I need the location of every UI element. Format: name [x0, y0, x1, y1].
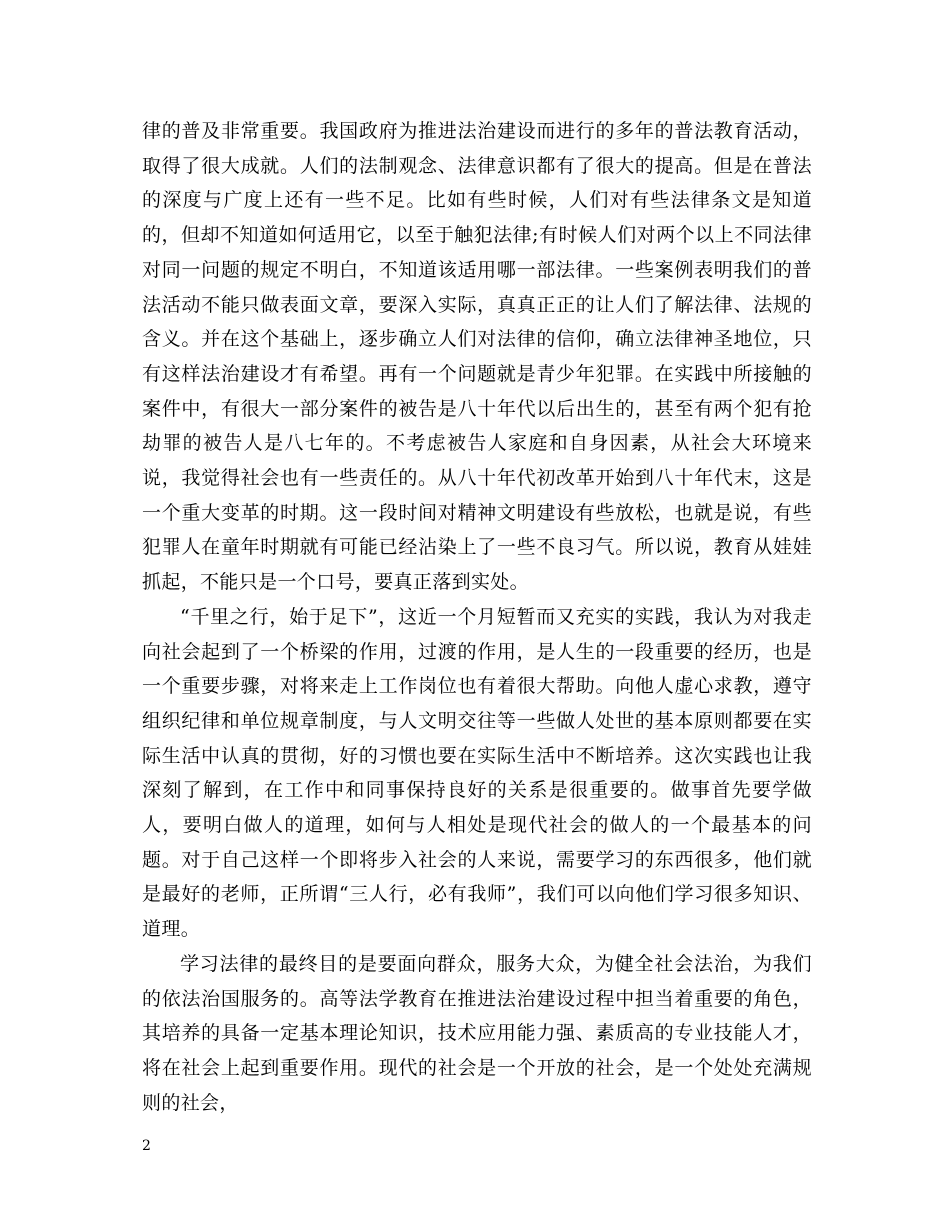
paragraph-2: “千里之行，始于足下”，这近一个月短暂而又充实的实践，我认为对我走向社会起到了一个桥梁的作用，过渡的作用，是人生的一段重要的经历，也是一个重要步骤，对将来走上工作岗位也有着很大帮助。向他人虚心求教，遵守组织纪律和单位规章制度，与人文明交往等一些做人处世的基本原则都要在实际生活中认真的贯彻，好的习惯也要在实际生活中不断培养。这次实践也让我深刻了解到，在工作中和同事保持良好的关系是很重要的。做事首先要学做人，要明白做人的道理，如何与人相处是现代社会的做人的一个最基本的问题。对于自己这样一个即将步入社会的人来说，需要学习的东西很多，他们就是最好的老师，正所谓“三人行，必有我师”，我们可以向他们学习很多知识、道理。: [142, 605, 812, 941]
paragraph-3: 学习法律的最终目的是要面向群众，服务大众，为健全社会法治，为我们的依法治国服务的。高等法学教育在推进法治建设过程中担当着重要的角色，其培养的具备一定基本理论知识，技术应用能力强、素质高的专业技能人才，将在社会上起到重要作用。现代的社会是一个开放的社会，是一个处处充满规则的社会，: [142, 952, 812, 1114]
body-text: [142, 114, 812, 1120]
page-number: 2: [142, 1138, 151, 1154]
paragraph-1: 律的普及非常重要。我国政府为推进法治建设而进行的多年的普法教育活动，取得了很大成就。人们的法制观念、法律意识都有了很大的提高。但是在普法的深度与广度上还有一些不足。比如有些时候，人们对有些法律条文是知道的，但却不知道如何适用它，以至于触犯法律;有时候人们对两个以上不同法律对同一问题的规定不明白，不知道该适用哪一部法律。一些案例表明我们的普法活动不能只做表面文章，要深入实际，真真正正的让人们了解法律、法规的含义。并在这个基础上，逐步确立人们对法律的信仰，确立法律神圣地位，只有这样法治建设才有希望。再有一个问题就是青少年犯罪。在实践中所接触的案件中，有很大一部分案件的被告是八十年代以后出生的，甚至有两个犯有抢劫罪的被告人是八七年的。不考虑被告人家庭和自身因素，从社会大环境来说，我觉得社会也有一些责任的。从八十年代初改革开始到八十年代末，这是一个重大变革的时期。这一段时间对精神文明建设有些放松，也就是说，有些犯罪人在童年时期就有可能已经沾染上了一些不良习气。所以说，教育从娃娃抓起，不能只是一个口号，要真正落到实处。: [142, 120, 812, 594]
